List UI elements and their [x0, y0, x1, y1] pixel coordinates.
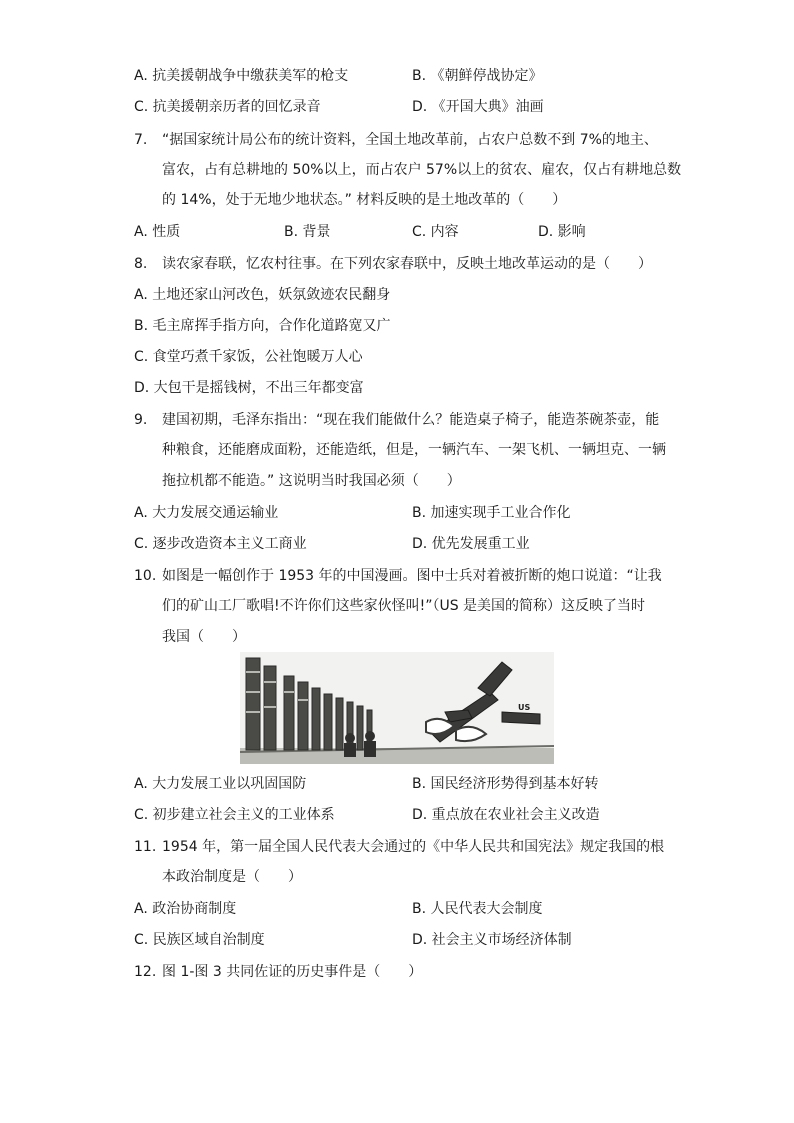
- option-b: B. 加速实现手工业合作化: [412, 505, 571, 521]
- question-text-line: 建国初期，毛泽东指出：“现在我们能做什么？能造桌子椅子，能造茶碗茶壶，能: [162, 412, 660, 428]
- question-text-line: 1954 年，第一届全国人民代表大会通过的《中华人民共和国宪法》规定我国的根: [162, 839, 665, 855]
- option-d: D. 重点放在农业社会主义改造: [412, 807, 600, 823]
- question-text-line: 如图是一幅创作于 1953 年的中国漫画。图中士兵对着被折断的炮口说道：“让我: [162, 568, 662, 584]
- option-d: D. 影响: [538, 224, 586, 240]
- option-a: A. 抗美援朝战争中缴获美军的枪支: [134, 68, 349, 84]
- question-number: 8.: [134, 256, 148, 272]
- option-c: C. 逐步改造资本主义工商业: [134, 536, 307, 552]
- question-number: 9.: [134, 412, 148, 428]
- question-text-line: “据国家统计局公布的统计资料，全国土地改革前，占农户总数不到 7%的地主、: [162, 132, 658, 148]
- option-d: D. 社会主义市场经济体制: [412, 932, 572, 948]
- question-text-line: 本政治制度是（ ）: [162, 869, 302, 885]
- option-a: A. 大力发展交通运输业: [134, 505, 279, 521]
- question-number: 10.: [134, 568, 157, 584]
- option-a: A. 土地还家山河改色，妖氛敛迹农民翻身: [134, 287, 391, 303]
- option-c: C. 抗美援朝亲历者的回忆录音: [134, 99, 321, 115]
- option-d: D. 《开国大典》油画: [412, 99, 544, 115]
- figure-label: US: [518, 703, 531, 712]
- question-number: 11.: [134, 839, 157, 855]
- question-text-line: 种粮食，还能磨成面粉，还能造纸，但是，一辆汽车、一架飞机、一辆坦克、一辆: [162, 442, 666, 458]
- question-text-line: 拖拉机都不能造。” 这说明当时我国必须（ ）: [162, 473, 461, 489]
- question-text-line: 读农家春联，忆农村往事。在下列农家春联中，反映土地改革运动的是（ ）: [162, 256, 652, 272]
- question-text-line: 们的矿山工厂歌唱!不许你们这些家伙怪叫!”（US 是美国的简称）这反映了当时: [162, 598, 646, 614]
- option-c: C. 内容: [412, 224, 459, 240]
- question-text-line: 富农，占有总耕地的 50%以上，而占农户 57%以上的贫农、雇农，仅占有耕地总数: [162, 162, 682, 178]
- option-d: D. 优先发展重工业: [412, 536, 530, 552]
- option-b: B. 国民经济形势得到基本好转: [412, 776, 599, 792]
- option-a: A. 政治协商制度: [134, 901, 237, 917]
- question-text-line: 我国（ ）: [162, 629, 246, 645]
- question-text-line: 的 14%，处于无地少地状态。” 材料反映的是土地改革的（ ）: [162, 192, 567, 208]
- option-c: C. 食堂巧煮千家饭，公社饱暖万人心: [134, 349, 363, 365]
- question-number: 12.: [134, 964, 157, 980]
- question-text-line: 图 1-图 3 共同佐证的历史事件是（ ）: [162, 964, 423, 980]
- option-b: B. 人民代表大会制度: [412, 901, 543, 917]
- option-b: B. 毛主席挥手指方向，合作化道路宽又广: [134, 318, 391, 334]
- option-c: C. 初步建立社会主义的工业体系: [134, 807, 335, 823]
- question-number: 7.: [134, 132, 148, 148]
- option-a: A. 大力发展工业以巩固国防: [134, 776, 307, 792]
- option-b: B. 《朝鲜停战协定》: [412, 68, 543, 84]
- option-c: C. 民族区域自治制度: [134, 932, 265, 948]
- option-d: D. 大包干是摇钱树，不出三年都变富: [134, 380, 364, 396]
- option-b: B. 背景: [284, 224, 331, 240]
- option-a: A. 性质: [134, 224, 181, 240]
- cartoon-figure: [240, 652, 554, 764]
